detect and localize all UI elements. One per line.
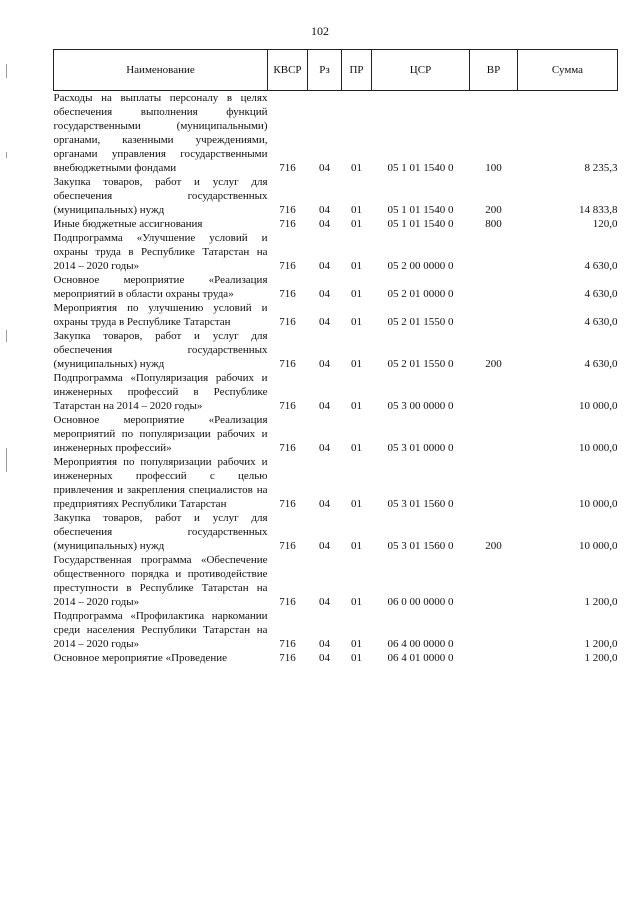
row-rz: 04 — [319, 638, 330, 650]
table-row — [54, 217, 618, 231]
row-kvsr: 716 — [279, 596, 296, 608]
row-vr — [470, 231, 518, 273]
header-sum: Сумма — [518, 50, 618, 91]
table-row — [54, 273, 618, 301]
row-name: Закупка товаров, работ и услуг для обеспечения государственных (муниципальных) нужд — [53, 330, 268, 370]
table-row — [54, 609, 618, 651]
row-vr — [470, 413, 518, 455]
row-name: Основное мероприятие «Проведение — [53, 652, 228, 664]
row-csr: 05 2 01 0000 0 — [387, 288, 454, 300]
row-csr: 06 4 01 0000 0 — [387, 652, 454, 664]
row-rz: 04 — [319, 162, 330, 174]
row-name: Расходы на выплаты персоналу в целях обеспечения выполнения функций государственными (муниципальными) органами, казенными учреждениями, органами управления государственными внебюджетными фондами — [53, 92, 268, 174]
row-sum: 1 200,0 — [584, 596, 618, 608]
row-sum: 4 630,0 — [584, 358, 618, 370]
row-pr: 01 — [351, 638, 362, 650]
row-name: Закупка товаров, работ и услуг для обеспечения государственных (муниципальных) нужд — [53, 176, 268, 216]
header-csr: ЦСР — [372, 50, 470, 91]
header-vr: ВР — [470, 50, 518, 91]
row-pr: 01 — [351, 596, 362, 608]
page-number: 102 — [311, 24, 329, 38]
scan-margin-mark — [6, 152, 7, 158]
row-sum: 10 000,0 — [579, 400, 618, 412]
row-sum: 10 000,0 — [579, 498, 618, 510]
row-rz: 04 — [319, 540, 330, 552]
row-sum: 14 833,8 — [579, 204, 618, 216]
scan-margin-mark — [6, 64, 7, 78]
row-csr: 05 2 01 1550 0 — [387, 316, 454, 328]
row-csr: 05 1 01 1540 0 — [387, 204, 454, 216]
row-vr: 800 — [485, 218, 502, 230]
row-name: Подпрограмма «Профилактика наркомании среди населения Республики Татарстан на 2014 – 2020 годы» — [53, 610, 268, 650]
row-csr: 05 3 00 0000 0 — [387, 400, 454, 412]
row-vr — [470, 273, 518, 301]
row-pr: 01 — [351, 316, 362, 328]
row-name: Мероприятия по популяризации рабочих и инженерных профессий с целью привлечения и закрепления специалистов на предприятиях Республики Татарстан — [53, 456, 268, 510]
row-kvsr: 716 — [279, 358, 296, 370]
table-row — [54, 651, 618, 665]
row-kvsr: 716 — [279, 162, 296, 174]
table-row — [54, 91, 618, 176]
row-pr: 01 — [351, 204, 362, 216]
row-vr — [470, 553, 518, 609]
row-sum: 120,0 — [592, 218, 618, 230]
row-sum: 4 630,0 — [584, 316, 618, 328]
row-rz: 04 — [319, 652, 330, 664]
row-pr: 01 — [351, 288, 362, 300]
row-vr — [470, 609, 518, 651]
header-name: Наименование — [54, 50, 268, 91]
row-name: Иные бюджетные ассигнования — [53, 218, 203, 230]
row-kvsr: 716 — [279, 442, 296, 454]
row-kvsr: 716 — [279, 260, 296, 272]
header-pr: ПР — [342, 50, 372, 91]
row-rz: 04 — [319, 218, 330, 230]
budget-table — [53, 49, 618, 665]
row-rz: 04 — [319, 260, 330, 272]
row-rz: 04 — [319, 316, 330, 328]
row-vr — [470, 455, 518, 511]
row-csr: 05 1 01 1540 0 — [387, 218, 454, 230]
table-row — [54, 511, 618, 553]
row-vr — [470, 301, 518, 329]
row-vr: 200 — [485, 540, 502, 552]
header-kvsr: КВСР — [268, 50, 308, 91]
table-row — [54, 231, 618, 273]
row-pr: 01 — [351, 540, 362, 552]
table-body — [54, 91, 618, 666]
row-vr: 200 — [485, 358, 502, 370]
row-pr: 01 — [351, 162, 362, 174]
row-sum: 8 235,3 — [584, 162, 618, 174]
scan-margin-mark — [6, 330, 7, 342]
row-name: Государственная программа «Обеспечение общественного порядка и противодействие преступности в Республике Татарстан на 2014 – 2020 годы» — [53, 554, 268, 608]
row-kvsr: 716 — [279, 540, 296, 552]
row-name: Основное мероприятие «Реализация мероприятий по популяризации рабочих и инженерных профессий» — [53, 414, 268, 454]
row-rz: 04 — [319, 442, 330, 454]
scan-margin-mark — [6, 448, 7, 472]
row-csr: 05 3 01 1560 0 — [387, 540, 454, 552]
row-pr: 01 — [351, 442, 362, 454]
row-vr — [470, 371, 518, 413]
table-row — [54, 371, 618, 413]
table-row — [54, 175, 618, 217]
row-name: Закупка товаров, работ и услуг для обеспечения государственных (муниципальных) нужд — [53, 512, 268, 552]
row-vr: 100 — [485, 162, 502, 174]
header-rz: Рз — [308, 50, 342, 91]
table-row — [54, 455, 618, 511]
row-vr — [470, 651, 518, 665]
row-pr: 01 — [351, 652, 362, 664]
row-pr: 01 — [351, 260, 362, 272]
row-rz: 04 — [319, 498, 330, 510]
row-sum: 4 630,0 — [584, 260, 618, 272]
row-kvsr: 716 — [279, 218, 296, 230]
row-kvsr: 716 — [279, 204, 296, 216]
row-name: Мероприятия по улучшению условий и охраны труда в Республике Татарстан — [53, 302, 268, 328]
row-sum: 4 630,0 — [584, 288, 618, 300]
row-sum: 1 200,0 — [584, 652, 618, 664]
row-name: Подпрограмма «Улучшение условий и охраны труда в Республике Татарстан на 2014 – 2020 годы» — [53, 232, 268, 272]
row-rz: 04 — [319, 596, 330, 608]
row-csr: 06 0 00 0000 0 — [387, 596, 454, 608]
table-row — [54, 553, 618, 609]
row-csr: 06 4 00 0000 0 — [387, 638, 454, 650]
table-header-row — [54, 50, 618, 91]
row-kvsr: 716 — [279, 400, 296, 412]
row-pr: 01 — [351, 358, 362, 370]
row-csr: 05 2 00 0000 0 — [387, 260, 454, 272]
row-sum: 10 000,0 — [579, 442, 618, 454]
row-pr: 01 — [351, 498, 362, 510]
row-kvsr: 716 — [279, 316, 296, 328]
row-kvsr: 716 — [279, 498, 296, 510]
row-rz: 04 — [319, 400, 330, 412]
row-csr: 05 3 01 0000 0 — [387, 442, 454, 454]
table-row — [54, 413, 618, 455]
row-rz: 04 — [319, 288, 330, 300]
row-csr: 05 3 01 1560 0 — [387, 498, 454, 510]
row-kvsr: 716 — [279, 288, 296, 300]
row-pr: 01 — [351, 218, 362, 230]
row-kvsr: 716 — [279, 638, 296, 650]
row-kvsr: 716 — [279, 652, 296, 664]
table-row — [54, 329, 618, 371]
row-vr: 200 — [485, 204, 502, 216]
row-sum: 1 200,0 — [584, 638, 618, 650]
row-pr: 01 — [351, 400, 362, 412]
row-name: Основное мероприятие «Реализация мероприятий в области охраны труда» — [53, 274, 268, 300]
row-csr: 05 1 01 1540 0 — [387, 162, 454, 174]
row-rz: 04 — [319, 358, 330, 370]
row-name: Подпрограмма «Популяризация рабочих и инженерных профессий в Республике Татарстан на 2014 – 2020 годы» — [53, 372, 268, 412]
row-sum: 10 000,0 — [579, 540, 618, 552]
row-rz: 04 — [319, 204, 330, 216]
row-csr: 05 2 01 1550 0 — [387, 358, 454, 370]
table-row — [54, 301, 618, 329]
